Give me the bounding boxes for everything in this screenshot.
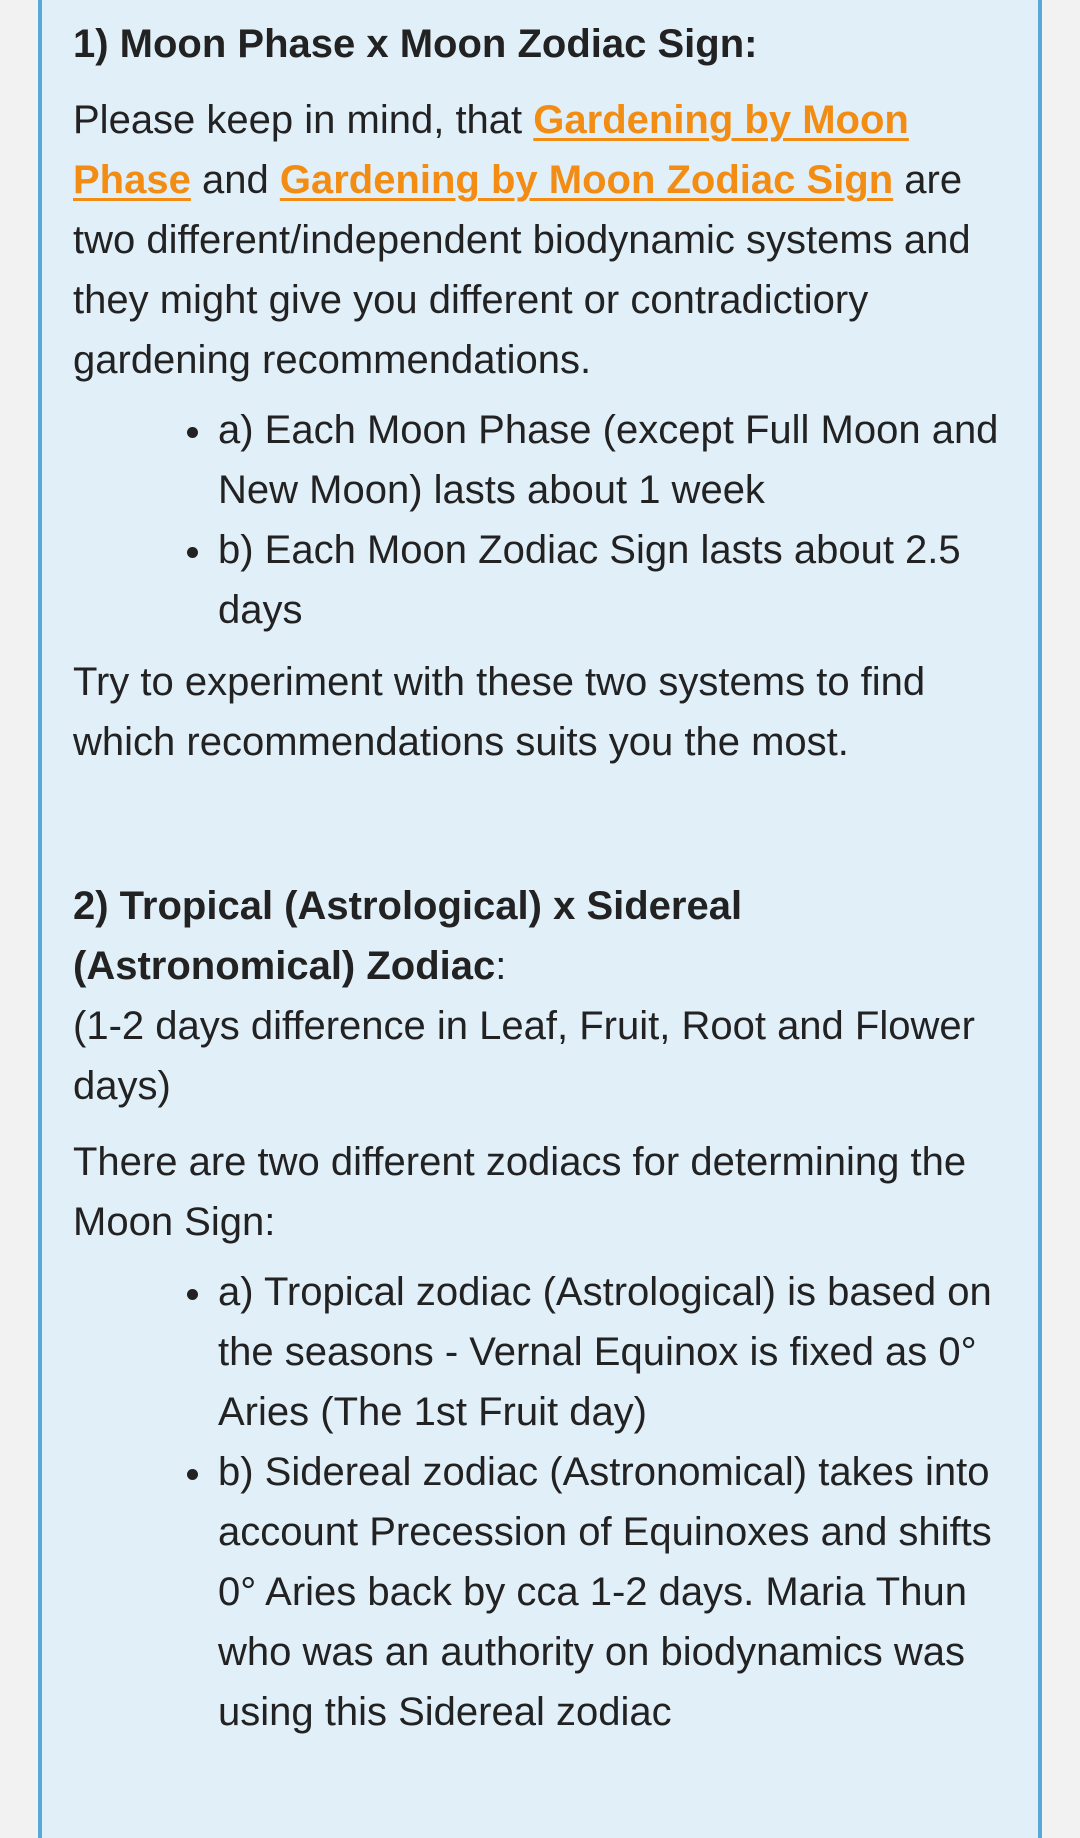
list-item: a) Each Moon Phase (except Full Moon and New Moon) lasts about 1 week <box>218 400 1010 520</box>
section1-intro-text-3: are two different/independent biodynamic systems and they might give you different or contradictiory gardening recommendations. <box>73 158 971 382</box>
gardening-by-moon-zodiac-sign-link[interactable]: Gardening by Moon Zodiac Sign <box>279 158 894 202</box>
section2-heading <box>73 876 1010 996</box>
list-item: b) Sidereal zodiac (Astronomical) takes into account Precession of Equinoxes and shifts 0° Aries back by cca 1-2 days. Maria Thun who was an authority on biodynamics was using this Sidereal zodiac <box>218 1442 1010 1742</box>
list-item: a) Tropical zodiac (Astrological) is based on the seasons - Vernal Equinox is fixed as 0° Aries (The 1st Fruit day) <box>218 1262 1010 1442</box>
section1-intro-text-1: Please keep in mind, that <box>73 98 534 142</box>
section2-bullet-list <box>73 1262 1010 1742</box>
section1-outro: Try to experiment with these two systems to find which recommendations suits you the most. <box>73 660 926 764</box>
section1-bullet-list <box>73 400 1010 640</box>
section1-intro-text-2: and <box>190 158 280 202</box>
section2-note: (1-2 days difference in Leaf, Fruit, Root and Flower days) <box>73 1004 975 1108</box>
gardening-by-moon-phase-link[interactable]: Gardening by Moon Phase <box>73 98 909 202</box>
info-box <box>38 0 1042 1838</box>
section2-heading-text: 2) Tropical (Astrological) x Sidereal (Astronomical) Zodiac <box>73 884 743 988</box>
section2-intro: There are two different zodiacs for determining the Moon Sign: <box>73 1140 967 1244</box>
section1-intro <box>73 90 1010 390</box>
list-item: b) Each Moon Zodiac Sign lasts about 2.5 days <box>218 520 1010 640</box>
section1-heading: 1) Moon Phase x Moon Zodiac Sign: <box>73 22 758 66</box>
section2-heading-colon: : <box>495 944 507 988</box>
